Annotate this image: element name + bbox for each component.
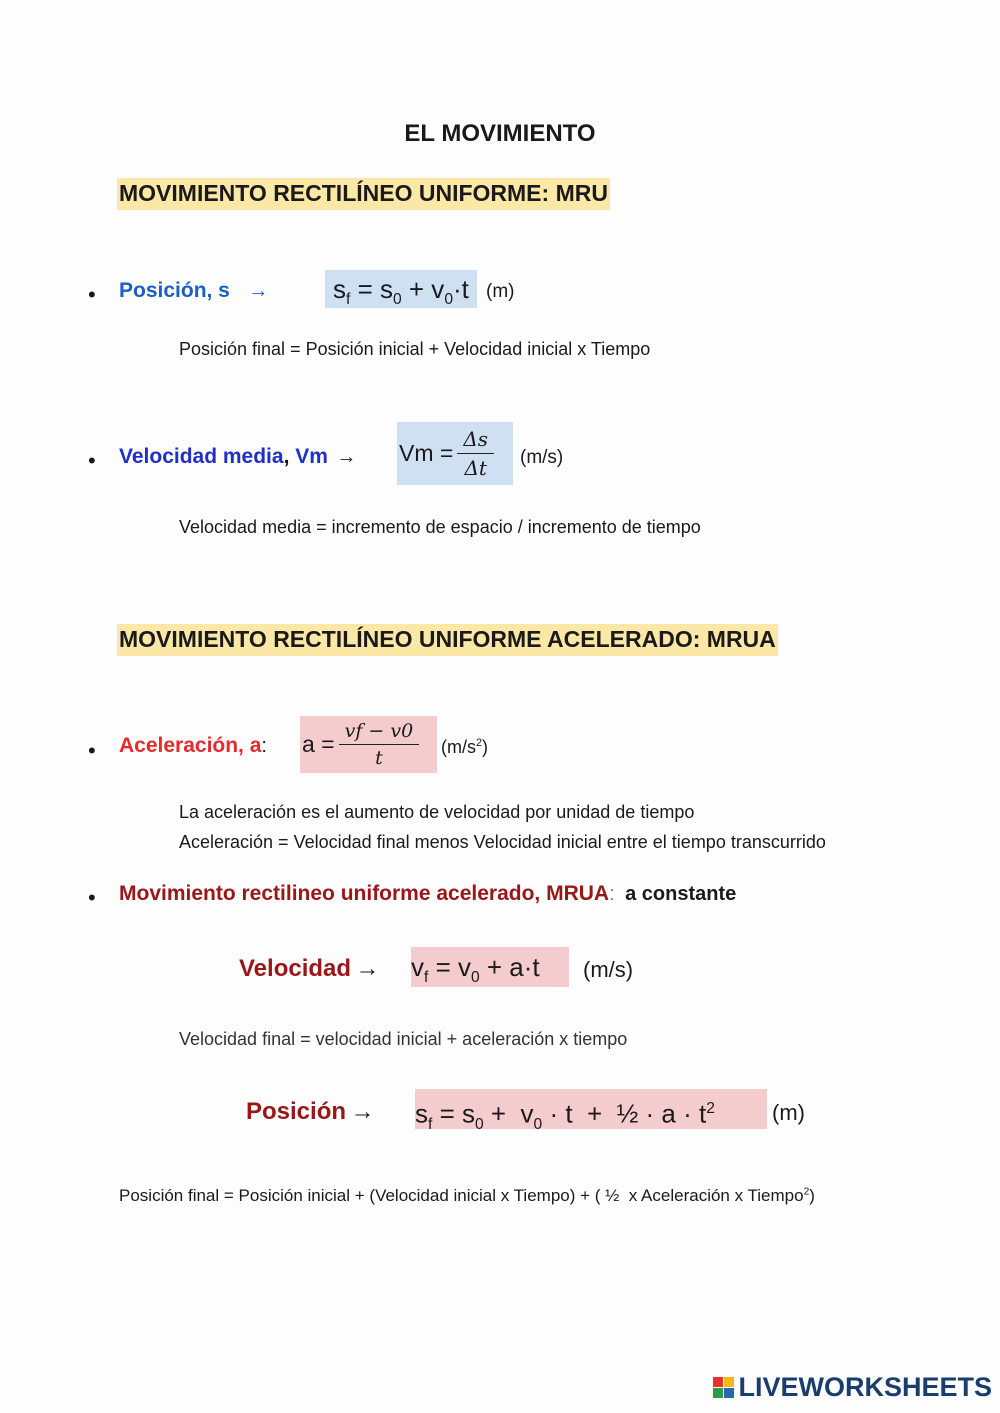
bullet: •: [88, 448, 96, 473]
mrua-velocidad-formula: $v_f = v_0 + a\cdot t$: [411, 947, 569, 987]
velocidad-media-label-row: Velocidad media, Vm →: [119, 445, 357, 468]
posicion-unit: (m): [486, 281, 515, 302]
posicion-desc: Posición final = Posición inicial + Velocidad inicial x Tiempo: [179, 339, 651, 359]
mrua-posicion-desc: Posición final = Posición inicial + (Velocidad inicial x Tiempo) + ( ½ x Aceleración x Tiempo$^2$): [119, 1186, 815, 1205]
arrow-icon: →: [350, 1098, 375, 1125]
mrua-posicion-label: Posición: [246, 1098, 347, 1125]
mrua-velocidad-unit: (m/s): [583, 957, 634, 982]
mrua-posicion-formula: $s_f = s_0 + v_0 \cdot t$ + ½ · $a \cdot t^2$: [415, 1089, 767, 1129]
logo-text: LIVEWORKSHEETS: [738, 1372, 992, 1402]
posicion-label-row: [119, 279, 268, 303]
arrow-icon: →: [336, 446, 357, 468]
mrua-item-row: Movimiento rectilineo uniforme acelerado, MRUA: a constante: [119, 882, 737, 905]
mrua-item-label: Movimiento rectilineo uniforme acelerado, MRUA: [119, 882, 610, 905]
mrua-heading: MOVIMIENTO RECTILÍNEO UNIFORME ACELERADO: MRUA: [117, 624, 778, 656]
velocidad-media-formula: Vm = $\frac{\Delta s}{\Delta t}$: [397, 422, 513, 485]
aceleracion-formula: a = $\frac{vf - v0}{t}$: [300, 716, 437, 773]
mrua-velocidad-desc: Velocidad final = velocidad inicial + aceleración x tiempo: [179, 1029, 628, 1049]
fraction: $\frac{vf - v0}{t}$: [339, 720, 420, 769]
velocidad-media-unit: (m/s): [520, 447, 564, 468]
bullet: •: [88, 738, 96, 763]
mru-heading: MOVIMIENTO RECTILÍNEO UNIFORME: MRU: [117, 178, 610, 210]
aceleracion-desc-2: Aceleración = Velocidad final menos Velocidad inicial entre el tiempo transcurrido: [179, 832, 826, 852]
aceleracion-label: Aceleración, a: [119, 734, 262, 757]
aceleracion-label-row: Aceleración, a:: [119, 734, 267, 757]
fraction: $\frac{\Delta s}{\Delta t}$: [457, 427, 494, 480]
page-title: EL MOVIMIENTO: [404, 120, 596, 147]
velocidad-media-label: Velocidad media: [119, 445, 284, 468]
arrow-icon: →: [248, 280, 269, 302]
liveworksheets-logo[interactable]: [713, 1372, 992, 1403]
mrua-item-suffix: a constante: [625, 883, 737, 905]
aceleracion-unit: $(m/s^2)$: [441, 737, 489, 757]
mrua-posicion-unit: (m): [772, 1100, 805, 1125]
mrua-posicion-label-row: [246, 1098, 374, 1126]
mrua-velocidad-label: Velocidad: [239, 955, 352, 982]
mrua-velocidad-label-row: [239, 955, 380, 983]
velocidad-media-desc: Velocidad media = incremento de espacio / incremento de tiempo: [179, 517, 701, 537]
arrow-icon: →: [355, 955, 380, 982]
bullet: •: [88, 282, 96, 307]
posicion-formula: $s_f = s_0 + v_0\cdot t$: [325, 270, 477, 308]
logo-icon: [713, 1377, 734, 1398]
bullet: •: [88, 885, 96, 910]
aceleracion-desc-1: La aceleración es el aumento de velocidad por unidad de tiempo: [179, 802, 695, 822]
posicion-label: Posición, s: [119, 279, 230, 302]
